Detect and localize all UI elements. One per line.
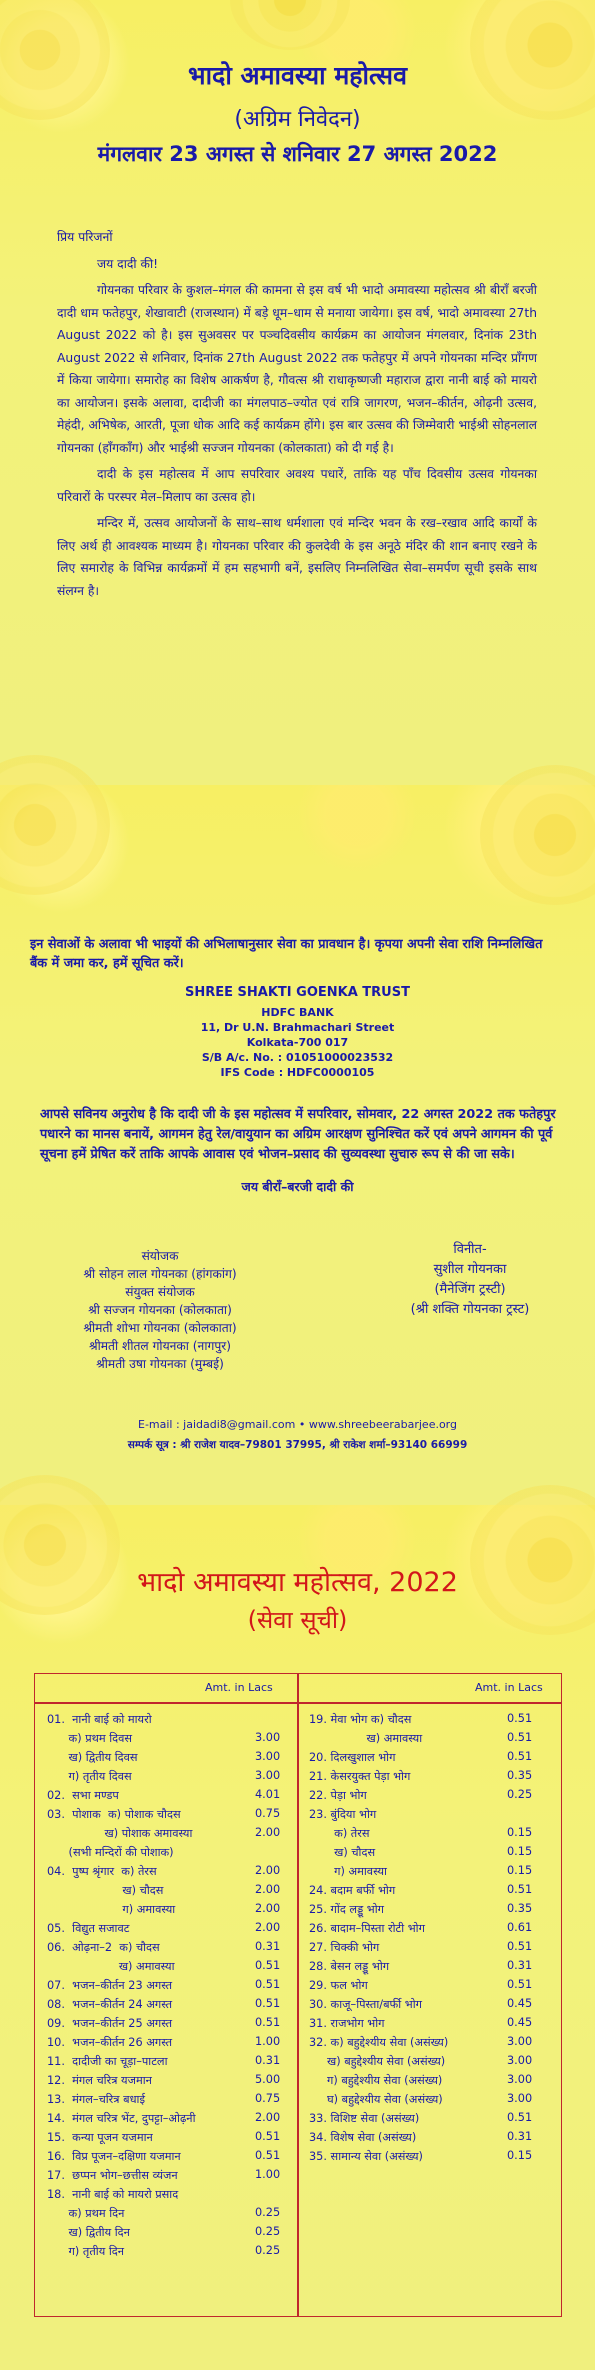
vinit-label: विनीत- (453, 1242, 487, 1257)
seva-item-label: 05. विद्युत सजावट (47, 1922, 130, 1935)
seva-row (309, 1883, 554, 1902)
seva-item-label: 15. कन्या पूजन यजमान (47, 2131, 153, 2144)
seva-row (309, 2035, 554, 2054)
seva-item-label: 20. दिलखुशाल भोग (309, 1751, 396, 1764)
seva-item-label: क) तेरस (309, 1827, 370, 1840)
seva-item-label: 19. मेवा भोग क) चौदस (309, 1713, 412, 1726)
seva-item-label: 14. मंगल चरित्र भेंट, दुपट्टा–ओढ़नी (47, 2112, 196, 2125)
seva-item-amount: 0.51 (507, 1731, 533, 1744)
salutation: प्रिय परिजनों (57, 230, 113, 244)
account-number: S/B A/c. No. : 01051000023532 (201, 1051, 394, 1064)
seva-row (47, 2244, 292, 2263)
seva-row (47, 1921, 292, 1940)
seva-item-label: 18. नानी बाई को मायरो प्रसाद (47, 2188, 179, 2201)
organizers-block (50, 1247, 270, 1373)
website-link[interactable]: www.shreebeerabarjee.org (308, 1418, 457, 1431)
seva-item-amount: 2.00 (255, 1883, 281, 1896)
seva-row (47, 1788, 292, 1807)
seva-item-label: 13. मंगल–चरित्र बधाई (47, 2093, 145, 2106)
seva-item-label: 06. ओढ़ना–2 क) चौदस (47, 1941, 160, 1954)
seva-item-label: 30. काजू–पिस्ता/बर्फी भोग (309, 1998, 423, 2011)
seva-row (47, 2225, 292, 2244)
seva-item-label: क) प्रथम दिन (47, 2207, 125, 2220)
seva-item-amount: 0.75 (255, 1807, 281, 1820)
seva-row (47, 1845, 292, 1864)
jai-dadi: जय बीरॉं–बरजी दादी की (241, 1179, 354, 1194)
seva-item-amount: 4.01 (255, 1788, 281, 1801)
seva-item-amount: 0.51 (255, 1997, 281, 2010)
seva-item-amount: 0.31 (507, 2130, 533, 2143)
seva-item-amount: 3.00 (507, 2073, 533, 2086)
seva-row (309, 1997, 554, 2016)
seva-row (47, 2035, 292, 2054)
seva-table (34, 1673, 562, 2317)
bank-name: HDFC BANK (261, 1006, 334, 1019)
seva-row (47, 2206, 292, 2225)
letter-paragraph: मन्दिर में, उत्सव आयोजनों के साथ–साथ धर्मशाला एवं मन्दिर भवन के रख–रखाव आदि कार्यों के लिए अर्थ ही आवश्यक माध्यम है। गोयनका परिवार की कुलदेवी के इस अनूठे मंदिर की शान बनाए रखने के लिए समारोह के विभिन्न कार्यक्रमों में हम सहभागी बनें, इसलिए निम्नलिखित सेवा–समर्पण सूची इसके साथ संलग्न है। (57, 516, 537, 598)
seva-item-amount: 0.35 (507, 1902, 533, 1915)
seva-item-amount: 0.51 (255, 2016, 281, 2029)
seva-item-amount: 0.25 (255, 2206, 281, 2219)
seva-item-label: ख) द्वितीय दिन (47, 2226, 130, 2239)
vinit-trust: (श्री शक्ति गोयनका ट्रस्ट) (410, 1302, 530, 1317)
seva-item-label: 03. पोशाक क) पोशाक चौदस (47, 1808, 181, 1821)
seva-item-label: 08. भजन–कीर्तन 24 अगस्त (47, 1998, 173, 2011)
seva-item-label: 31. राजभोग भोग (309, 2017, 385, 2030)
seva-item-label: 32. क) बहुद्देश्यीय सेवा (असंख्य) (309, 2036, 449, 2049)
greeting: जय दादी की! (97, 256, 159, 271)
seva-item-amount: 0.51 (507, 1978, 533, 1991)
seva-item-label: 27. चिक्की भोग (309, 1941, 380, 1954)
seva-row (47, 1959, 292, 1978)
seva-item-label: ग) अमावस्या (47, 1903, 176, 1916)
seva-item-label: ख) अमावस्या (309, 1732, 423, 1745)
seva-row (309, 2092, 554, 2111)
seva-row (47, 1940, 292, 1959)
seva-item-amount: 0.15 (507, 1826, 533, 1839)
page-subtitle: (अग्रिम निवेदन) (234, 107, 361, 132)
seva-row (309, 1750, 554, 1769)
seva-item-label: 35. सामान्य सेवा (असंख्य) (309, 2150, 423, 2163)
page-3-seva-list (0, 1505, 595, 2370)
seva-item-label: 33. विशिष्ट सेवा (असंख्य) (309, 2112, 420, 2125)
seva-item-label: 02. सभा मण्डप (47, 1789, 119, 1802)
seva-item-amount: 0.75 (255, 2092, 281, 2105)
sanyojak-label: संयोजक (141, 1249, 179, 1263)
seva-row (47, 1883, 292, 1902)
seva-row (309, 1864, 554, 1883)
seva-row (309, 1921, 554, 1940)
seva-item-amount: 3.00 (507, 2035, 533, 2048)
seva-row (309, 1902, 554, 1921)
seva-item-label: घ) बहुद्देश्यीय सेवा (असंख्य) (309, 2093, 443, 2106)
seva-row (309, 1807, 554, 1826)
seva-item-amount: 0.31 (255, 2054, 281, 2067)
seva-row (309, 1731, 554, 1750)
seva-item-amount: 0.35 (507, 1769, 533, 1782)
request-paragraph: आपसे सविनय अनुरोध है कि दादी जी के इस महोत्सव में सपरिवार, सोमवार, 22 अगस्त 2022 तक फतेहपुर पधारने का मानस बनायें, आगमन हेतु रेल/वायुयान का अग्रिम आरक्षण सुनिश्चित करें एवं अपने आगमन की पूर्व सूचना हमें प्रेषित करें ताकि आपके आवास एवं भोजन–प्रसाद की सुव्यवस्था सुचारु रूप से की जा सके। (40, 1107, 556, 1162)
sah-sanyojak-label: संयुक्त संयोजक (125, 1285, 195, 1299)
seva-item-amount: 5.00 (255, 2073, 281, 2086)
sah-sanyojak-name: श्री सज्जन गोयनका (कोलकाता) (88, 1303, 232, 1317)
seva-item-label: क) प्रथम दिवस (47, 1732, 133, 1745)
seva-item-label: 01. नानी बाई को मायरो (47, 1713, 152, 1726)
email-link[interactable]: E-mail : jaidadi8@gmail.com (138, 1418, 296, 1431)
seva-item-label: 25. गोंद लड्डू भोग (309, 1903, 385, 1916)
header-divider (35, 1702, 561, 1704)
seva-item-amount: 2.00 (255, 1826, 281, 1839)
seva-item-amount: 3.00 (255, 1769, 281, 1782)
seva-item-label: 21. केसरयुक्त पेड़ा भोग (309, 1770, 411, 1783)
seva-item-amount: 0.51 (507, 1712, 533, 1725)
seva-item-amount: 0.45 (507, 1997, 533, 2010)
seva-item-amount: 0.51 (507, 1940, 533, 1953)
seva-item-label: 10. भजन–कीर्तन 26 अगस्त (47, 2036, 173, 2049)
seva-row (309, 1959, 554, 1978)
seva-item-amount: 3.00 (255, 1731, 281, 1744)
seva-row (309, 1940, 554, 1959)
seva-item-label: 09. भजन–कीर्तन 25 अगस्त (47, 2017, 173, 2030)
page-2-bank-details (0, 785, 595, 1505)
seva-item-label: ख) पोशाक अमावस्या (47, 1827, 193, 1840)
seva-item-amount: 0.25 (255, 2225, 281, 2238)
seva-item-label: 17. छप्पन भोग–छत्तीस व्यंजन (47, 2169, 178, 2182)
seva-item-label: ग) तृतीय दिन (47, 2245, 125, 2258)
bank-address-line2: Kolkata-700 017 (246, 1036, 349, 1049)
letter-paragraph: गोयनका परिवार के कुशल–मंगल की कामना से इस वर्ष भी भादो अमावस्या महोत्सव श्री बीरॉं बरजी दादी धाम फतेहपुर, शेखावाटी (राजस्थान) में बड़े धूम–धाम से मनाया जायेगा। इस वर्ष, भादो अमावस्या 27th August 2022 को है। इस सुअवसर पर पञ्चदिवसीय कार्यक्रम का आयोजन मंगलवार, दिनांक 23th August 2022 से शनिवार, दिनांक 27th August 2022 तक फतेहपुर में अपने गोयनका मन्दिर प्राँगण में किया जायेगा। समारोह का विशेष आकर्षण है, गौवत्स श्री राधाकृष्णजी महाराज द्वारा नानी बाई को मायरो का आयोजन। इसके अलावा, दादीजी का मंगलपाठ–ज्योत एवं रात्रि जागरण, भजन–कीर्तन, ओढ़नी उत्सव, मेहंदी, अभिषेक, आरती, पूजा धोक आदि कई कार्यक्रम होंगे। इस बार उत्सव की जिम्मेवारी भाईश्री सोहनलाल गोयनका (हॉंगकॉंग) और भाईश्री सज्जन गोयनका (कोलकाता) को दी गई है। (57, 283, 537, 455)
seva-item-amount: 2.00 (255, 1921, 281, 1934)
seva-item-amount: 0.45 (507, 2016, 533, 2029)
seva-row (47, 2130, 292, 2149)
column-divider (297, 1674, 299, 2316)
ifsc-code: IFS Code : HDFC0000105 (220, 1066, 375, 1079)
sah-sanyojak-name: श्रीमती उषा गोयनका (मुम्बई) (96, 1357, 224, 1371)
letter-body (57, 226, 537, 606)
seva-item-amount: 0.25 (507, 1788, 533, 1801)
seva-row (47, 2016, 292, 2035)
seva-item-amount: 0.51 (255, 2130, 281, 2143)
seva-item-amount: 0.31 (255, 1940, 281, 1953)
seva-item-amount: 0.51 (255, 1978, 281, 1991)
seva-item-amount: 0.51 (507, 2111, 533, 2124)
seva-row (47, 2168, 292, 2187)
seva-item-label: ख) द्वितीय दिवस (47, 1751, 138, 1764)
seva-item-label: 16. विप्र पूजन–दक्षिणा यजमान (47, 2150, 181, 2163)
seva-item-amount: 2.00 (255, 1864, 281, 1877)
seva-list-right (309, 1712, 554, 2168)
phone-contacts: सम्पर्क सूत्र : श्री राजेश यादव–79801 37995, श्री राकेश शर्मा–93140 66999 (127, 1439, 468, 1451)
sanyojak-name: श्री सोहन लाल गोयनका (हांगकांग) (83, 1267, 237, 1281)
seva-item-label: ख) चौदस (47, 1884, 164, 1897)
seva-row (47, 1978, 292, 1997)
seva-item-label: ग) बहुद्देश्यीय सेवा (असंख्य) (309, 2074, 443, 2087)
page-1-invitation (0, 0, 595, 785)
seva-row (47, 1712, 292, 1731)
seva-row (47, 1902, 292, 1921)
seva-item-amount: 1.00 (255, 2168, 281, 2181)
contact-line (0, 1415, 595, 1434)
seva-row (309, 2149, 554, 2168)
seva-row (47, 1750, 292, 1769)
seva-item-amount: 2.00 (255, 2111, 281, 2124)
seva-row (309, 2054, 554, 2073)
seva-item-amount: 0.15 (507, 1845, 533, 1858)
seva-item-amount: 3.00 (507, 2092, 533, 2105)
amount-header-right: Amt. in Lacs (475, 1681, 543, 1694)
seva-item-label: ख) चौदस (309, 1846, 376, 1859)
seva-item-label: 04. पुष्प श्रृंगार क) तेरस (47, 1865, 157, 1878)
seva-item-label: 26. बादाम–पिस्ता रोटी भोग (309, 1922, 425, 1935)
event-dates: मंगलवार 23 अगस्त से शनिवार 27 अगस्त 2022 (97, 142, 498, 166)
seva-row (309, 1712, 554, 1731)
seva-row (47, 2073, 292, 2092)
trust-name: SHREE SHAKTI GOENKA TRUST (185, 985, 410, 1000)
seva-item-label: 34. विशेष सेवा (असंख्य) (309, 2131, 417, 2144)
seva-item-amount: 0.61 (507, 1921, 533, 1934)
seva-row (47, 1769, 292, 1788)
seva-item-label: ग) तृतीय दिवस (47, 1770, 132, 1783)
seva-item-amount: 2.00 (255, 1902, 281, 1915)
seva-item-amount: 1.00 (255, 2035, 281, 2048)
seva-row (309, 1845, 554, 1864)
seva-row (309, 1826, 554, 1845)
seva-row (47, 1997, 292, 2016)
seva-item-label: 24. बदाम बर्फी भोग (309, 1884, 396, 1897)
seva-row (309, 2073, 554, 2092)
seva-item-amount: 0.51 (255, 2149, 281, 2162)
rose-decoration (480, 765, 595, 905)
rose-decoration (230, 0, 350, 50)
seva-item-label: 07. भजन–कीर्तन 23 अगस्त (47, 1979, 173, 1992)
seva-row (47, 2092, 292, 2111)
seva-item-label: ख) अमावस्या (47, 1960, 175, 1973)
seva-item-label: (सभी मन्दिरों की पोशाक) (47, 1846, 174, 1859)
amount-header-left: Amt. in Lacs (205, 1681, 273, 1694)
seva-row (47, 1864, 292, 1883)
seva-row (309, 2016, 554, 2035)
seva-item-label: ग) अमावस्या (309, 1865, 387, 1878)
seva-item-amount: 3.00 (507, 2054, 533, 2067)
seva-title: भादो अमावस्या महोत्सव, 2022 (137, 1567, 458, 1598)
sah-sanyojak-name: श्रीमती शीतल गोयनका (नागपुर) (88, 1339, 232, 1353)
seva-item-label: 11. दादीजी का चूड़ा–पाटला (47, 2055, 168, 2068)
seva-row (309, 1769, 554, 1788)
seva-row (47, 2149, 292, 2168)
seva-list-left (47, 1712, 292, 2263)
seva-row (47, 1807, 292, 1826)
seva-item-label: 12. मंगल चरित्र यजमान (47, 2074, 152, 2087)
vinit-block (370, 1240, 570, 1320)
bank-intro: इन सेवाओं के अलावा भी भाइयों की अभिलाषानुसार सेवा का प्रावधान है। कृपया अपनी सेवा राशि निम्नलिखित बैंक में जमा कर, हमें सूचित करें। (30, 937, 543, 971)
seva-item-label: 29. फल भोग (309, 1979, 368, 1992)
seva-row (47, 1731, 292, 1750)
page-title: भादो अमावस्या महोत्सव (188, 61, 407, 90)
vinit-name: सुशील गोयनका (433, 1262, 507, 1277)
seva-item-amount: 0.25 (255, 2244, 281, 2257)
sah-sanyojak-name: श्रीमती शोभा गोयनका (कोलकाता) (83, 1321, 237, 1335)
seva-row (309, 2130, 554, 2149)
seva-row (309, 1788, 554, 1807)
seva-row (47, 2054, 292, 2073)
seva-item-amount: 0.31 (507, 1959, 533, 1972)
seva-item-amount: 0.15 (507, 2149, 533, 2162)
seva-item-label: 28. बेसन लड्डू भोग (309, 1960, 390, 1973)
seva-item-amount: 0.51 (507, 1883, 533, 1896)
seva-item-amount: 0.15 (507, 1864, 533, 1877)
seva-row (309, 2111, 554, 2130)
seva-item-label: ख) बहुद्देश्यीय सेवा (असंख्य) (309, 2055, 446, 2068)
bank-address-line1: 11, Dr U.N. Brahmachari Street (200, 1021, 395, 1034)
vinit-role: (मैनेजिंग ट्रस्टी) (434, 1282, 506, 1297)
letter-paragraph: दादी के इस महोत्सव में आप सपरिवार अवश्य पधारें, ताकि यह पाँच दिवसीय उत्सव गोयनका परिवारों के परस्पर मेल–मिलाप का उत्सव हो। (57, 467, 537, 504)
seva-item-label: 23. बुंदिया भोग (309, 1808, 377, 1821)
seva-item-amount: 0.51 (507, 1750, 533, 1763)
seva-row (47, 2187, 292, 2206)
seva-row (309, 1978, 554, 1997)
seva-row (47, 2111, 292, 2130)
seva-item-label: 22. पेड़ा भोग (309, 1789, 367, 1802)
seva-item-amount: 0.51 (255, 1959, 281, 1972)
bullet-separator: • (298, 1418, 309, 1431)
seva-row (47, 1826, 292, 1845)
seva-item-amount: 3.00 (255, 1750, 281, 1763)
seva-subtitle: (सेवा सूची) (247, 1606, 348, 1634)
